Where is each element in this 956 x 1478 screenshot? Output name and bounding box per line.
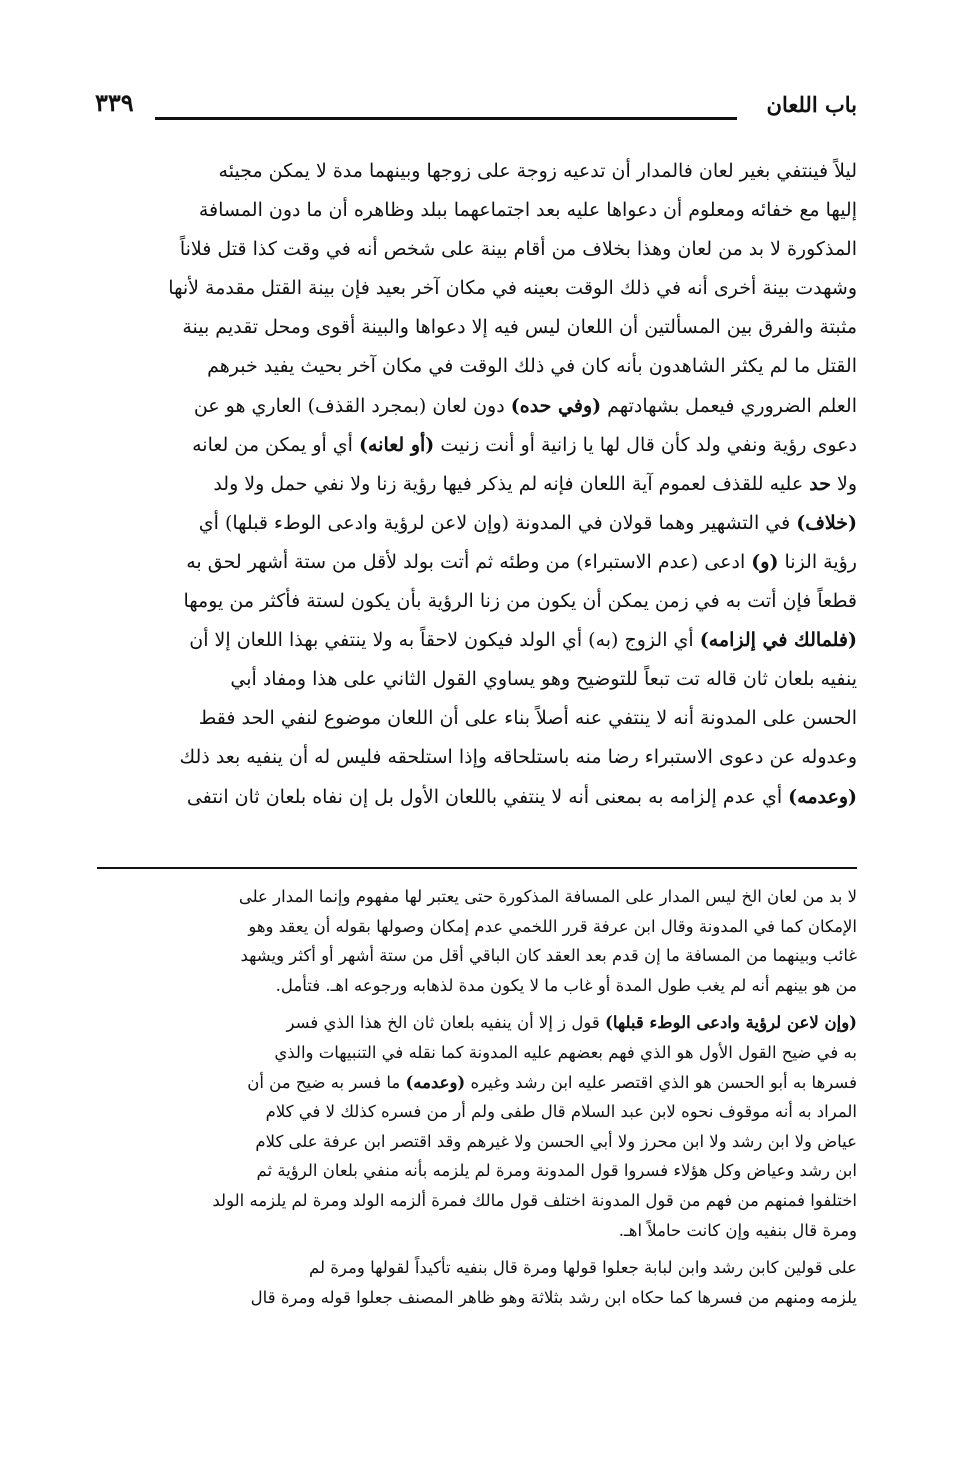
footnotes — [97, 882, 857, 1312]
text-segment: يلزمه ومنهم من فسرها كما حكاه ابن رشد بثلاثة وهو ظاهر المصنف جعلوا قوله ومرة قال — [250, 1287, 857, 1307]
main-text-line — [97, 347, 857, 386]
main-text-line — [97, 738, 857, 777]
bold-phrase: (أو لعانه) — [359, 433, 435, 456]
text-segment: لا بد من لعان الخ ليس المدار على المسافة المذكورة حتى يعتبر لها مفهوم وإنما المدار على — [238, 887, 857, 906]
text-segment: المذكورة لا بد من لعان وهذا بخلاف من أقام بينة على شخص أنه في وقت كذا قتل فلاناً — [179, 238, 857, 261]
main-text-line — [97, 582, 857, 621]
bold-phrase: حد — [809, 472, 831, 495]
text-segment: في التشهير وهما قولان في المدونة (وإن لاعن لرؤية وادعى الوطء قبلها) أي — [198, 511, 797, 534]
footnote-line — [97, 1097, 857, 1127]
main-text-line — [97, 778, 857, 817]
text-segment: ادعى (عدم الاستبراء) من وطئه ثم أتت بولد لأقل من ستة أشهر لحق به — [186, 550, 752, 573]
text-segment: المراد به أنه موقوف نحوه لابن عبد السلام قال طفى ولم أر من فسره كذلك لا في كلام — [265, 1102, 857, 1122]
footnote-line — [97, 971, 857, 1001]
footnote-line — [97, 1186, 857, 1216]
paragraph-gap — [97, 1245, 857, 1253]
text-segment: وعدوله عن دعوى الاستبراء رضا منه باستلحاقه وإذا استلحقه فليس له أن ينفيه بعد ذلك — [179, 746, 857, 769]
bold-phrase: (وعدمه) — [788, 785, 857, 808]
footnote-line — [97, 1127, 857, 1157]
text-segment: ابن رشد وعياض وكل هؤلاء فسروا قول المدونة ومرة لم يلزمه بأنه منفي بلعان الرؤية ثم — [256, 1161, 857, 1181]
footnote-separator — [97, 867, 857, 869]
page-number: ٣٣٩ — [95, 88, 134, 117]
main-text-line — [97, 152, 857, 191]
text-segment: أي عدم إلزامه به بمعنى أنه لا ينتفي باللعان الأول بل إن نفاه بلعان ثان انتفى — [186, 785, 789, 808]
main-text-line — [97, 504, 857, 543]
text-segment: إليها مع خفائه ومعلوم أن دعواها عليه بعد اجتماعهما ببلد وظاهره أن ما دون المسافة — [198, 199, 857, 222]
text-segment: دون لعان (بمجرد القذف) العاري هو عن — [193, 394, 511, 417]
text-segment: دعوى رؤية ونفي ولد كأن قال لها يا زانية أو أنت زنيت — [434, 433, 857, 456]
main-text-line — [97, 230, 857, 269]
bold-phrase: (خلاف) — [796, 511, 857, 534]
footnote-line — [97, 1038, 857, 1068]
chapter-title: باب اللعان — [766, 92, 857, 117]
text-segment: مثبتة والفرق بين المسألتين أن اللعان ليس فيه إلا دعواها والبينة أقوى ومحل تقديم بينة — [182, 316, 857, 339]
text-segment: فسرها به أبو الحسن هو الذي اقتصر عليه ابن رشد وغيره — [465, 1072, 857, 1092]
text-segment: عياض ولا ابن رشد ولا ابن محرز ولا أبي الحسن ولا غيرهم وقد اقتصر ابن عرفة على كلام — [255, 1131, 857, 1151]
main-text-line — [97, 543, 857, 582]
footnote-line — [97, 882, 857, 912]
text-segment: أي الزوج (به) أي الولد فيكون لاحقاً به ولا ينتفي بهذا اللعان إلا أن — [189, 629, 700, 652]
bold-phrase: (وعدمه) — [405, 1072, 466, 1092]
text-segment: أي أو يمكن من لعانه — [192, 433, 359, 456]
main-text — [97, 152, 857, 817]
main-text-line — [97, 426, 857, 465]
footnote-line — [97, 1283, 857, 1313]
text-segment: عليه للقذف لعموم آية اللعان فإنه لم يذكر فيها رؤية زنا ولا نفي حمل ولا ولد — [213, 472, 810, 495]
bold-phrase: (وفي حده) — [510, 394, 602, 417]
main-text-line — [97, 269, 857, 308]
text-segment: الإمكان كما في المدونة وقال ابن عرفة قرر اللخمي عدم إمكان وصولها بقوله أن يعقد وهو — [248, 916, 857, 936]
bold-phrase: (و) — [751, 550, 779, 573]
text-segment: ولا — [830, 472, 857, 495]
main-text-line — [97, 621, 857, 660]
footnote-line — [97, 912, 857, 942]
text-segment: ومرة قال بنفيه وإن كانت حاملاً اهـ. — [618, 1220, 857, 1240]
text-segment: قطعاً فإن أتت به في زمن يمكن أن يكون من زنا الرؤية بأن يكون لستة فأكثر من يومها — [183, 590, 857, 613]
text-segment: وشهدت بينة أخرى أنه في ذلك الوقت بعينه في مكان آخر بعيد فإن بينة القتل مقدمة لأنها — [168, 277, 857, 300]
text-segment: ما فسر به ضيح من أن — [247, 1072, 406, 1092]
text-segment: القتل ما لم يكثر الشاهدون بأنه كان في ذلك الوقت في مكان آخر بحيث يفيد خبرهم — [207, 355, 857, 378]
footnote-line — [97, 941, 857, 971]
main-text-line — [97, 699, 857, 738]
text-segment: على قولين كابن رشد وابن لبابة جعلوا قولها ومرة قال بنفيه تأكيداً لقولها ومرة لم — [309, 1258, 857, 1278]
footnote-line — [97, 1068, 857, 1098]
page-header — [95, 88, 857, 130]
text-segment: من هو بينهم أنه لم يغب طول المدة أو غاب ما لا يكون مدة لذهابه ورجوعه اهـ. فتأمل. — [275, 975, 857, 995]
text-segment: ليلاً فينتفي بغير لعان فالمدار أن تدعيه زوجة على زوجها وبينهما مدة لا يمكن مجيئه — [218, 160, 857, 182]
main-text-line — [97, 660, 857, 699]
text-segment: الحسن على المدونة أنه لا ينتفي عنه أصلاً بناء على أن اللعان موضوع لنفي الحد فقط — [198, 707, 857, 730]
text-segment: به في ضيح القول الأول هو الذي فهم بعضهم عليه المدونة كما نقله في التنبيهات والذي — [274, 1042, 857, 1062]
footnote-line — [97, 1008, 857, 1038]
header-rule — [155, 117, 737, 120]
footnote-line — [97, 1216, 857, 1246]
bold-phrase: (وإن لاعن لرؤية وادعى الوطء قبلها) — [605, 1013, 857, 1033]
text-segment: العلم الضروري فيعمل بشهادتهم — [601, 394, 857, 417]
paragraph-gap — [97, 1000, 857, 1008]
text-segment: رؤية الزنا — [778, 550, 857, 573]
main-text-line — [97, 387, 857, 426]
text-segment: ينفيه بلعان ثان قاله تت تبعاً للتوضيح وهو يساوي القول الثاني على هذا ومفاد أبي — [230, 668, 857, 691]
text-segment: غائب وبينهما من المسافة ما إن قدم بعد العقد كان الباقي أقل من ستة أشهر أو أكثر ويشهد — [240, 946, 857, 966]
text-segment: قول ز إلا أن ينفيه بلعان ثان الخ هذا الذي فسر — [286, 1013, 606, 1033]
bold-phrase: (فلمالك في إلزامه) — [699, 629, 857, 652]
main-text-line — [97, 465, 857, 504]
footnote-line — [97, 1253, 857, 1283]
text-segment: اختلفوا فمنهم من فهم من قول المدونة اختلف قول مالك فمرة ألزمه الولد ومرة لم يلزمه الولد — [212, 1190, 857, 1210]
footnote-line — [97, 1156, 857, 1186]
main-text-line — [97, 308, 857, 347]
main-text-line — [97, 191, 857, 230]
